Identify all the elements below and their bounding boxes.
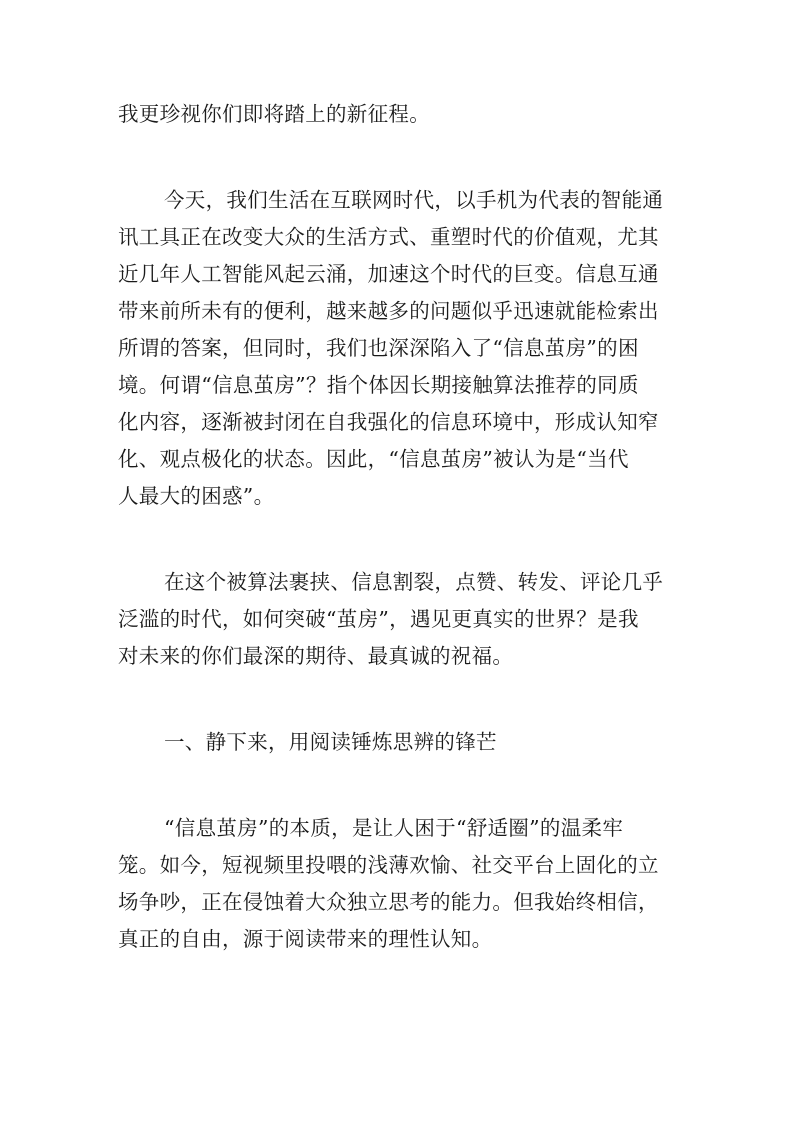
paragraph-line: 化内容，逐渐被封闭在自我强化的信息环境中，形成认知窄 — [118, 410, 659, 434]
paragraph-line: 所谓的答案，但同时，我们也深深陷入了“信息茧房”的困 — [118, 336, 639, 360]
paragraph-line: 讯工具正在改变大众的生活方式、重塑时代的价值观，尤其 — [118, 225, 659, 249]
paragraph-line: 我更珍视你们即将踏上的新征程。 — [118, 102, 430, 126]
paragraph-line: 场争吵，正在侵蚀着大众独立思考的能力。但我始终相信， — [118, 890, 659, 914]
paragraph-line: 化、观点极化的状态。因此，“信息茧房”被认为是“当代 — [118, 447, 629, 471]
paragraph-line: 真正的自由，源于阅读带来的理性认知。 — [118, 927, 493, 951]
paragraph-line: 泛滥的时代，如何突破“茧房”，遇见更真实的世界？是我 — [118, 607, 639, 631]
paragraph-line: 带来前所未有的便利，越来越多的问题似乎迅速就能检索出 — [118, 299, 659, 323]
paragraph-line: 在这个被算法裹挟、信息割裂，点赞、转发、评论几乎 — [164, 570, 664, 594]
paragraph-line: 人最大的困惑”。 — [118, 484, 275, 508]
paragraph-line: 笼。如今，短视频里投喂的浅薄欢愉、社交平台上固化的立 — [118, 853, 659, 877]
section-heading: 一、静下来，用阅读锤炼思辨的锋芒 — [164, 730, 497, 754]
paragraph-line: 对未来的你们最深的期待、最真诚的祝福。 — [118, 644, 514, 668]
paragraph-line: “信息茧房”的本质，是让人困于“舒适圈”的温柔牢 — [164, 816, 624, 840]
paragraph-line: 今天，我们生活在互联网时代，以手机为代表的智能通 — [164, 188, 664, 212]
paragraph-line: 近几年人工智能风起云涌，加速这个时代的巨变。信息互通 — [118, 262, 659, 286]
paragraph-line: 境。何谓“信息茧房”？指个体因长期接触算法推荐的同质 — [118, 373, 639, 397]
